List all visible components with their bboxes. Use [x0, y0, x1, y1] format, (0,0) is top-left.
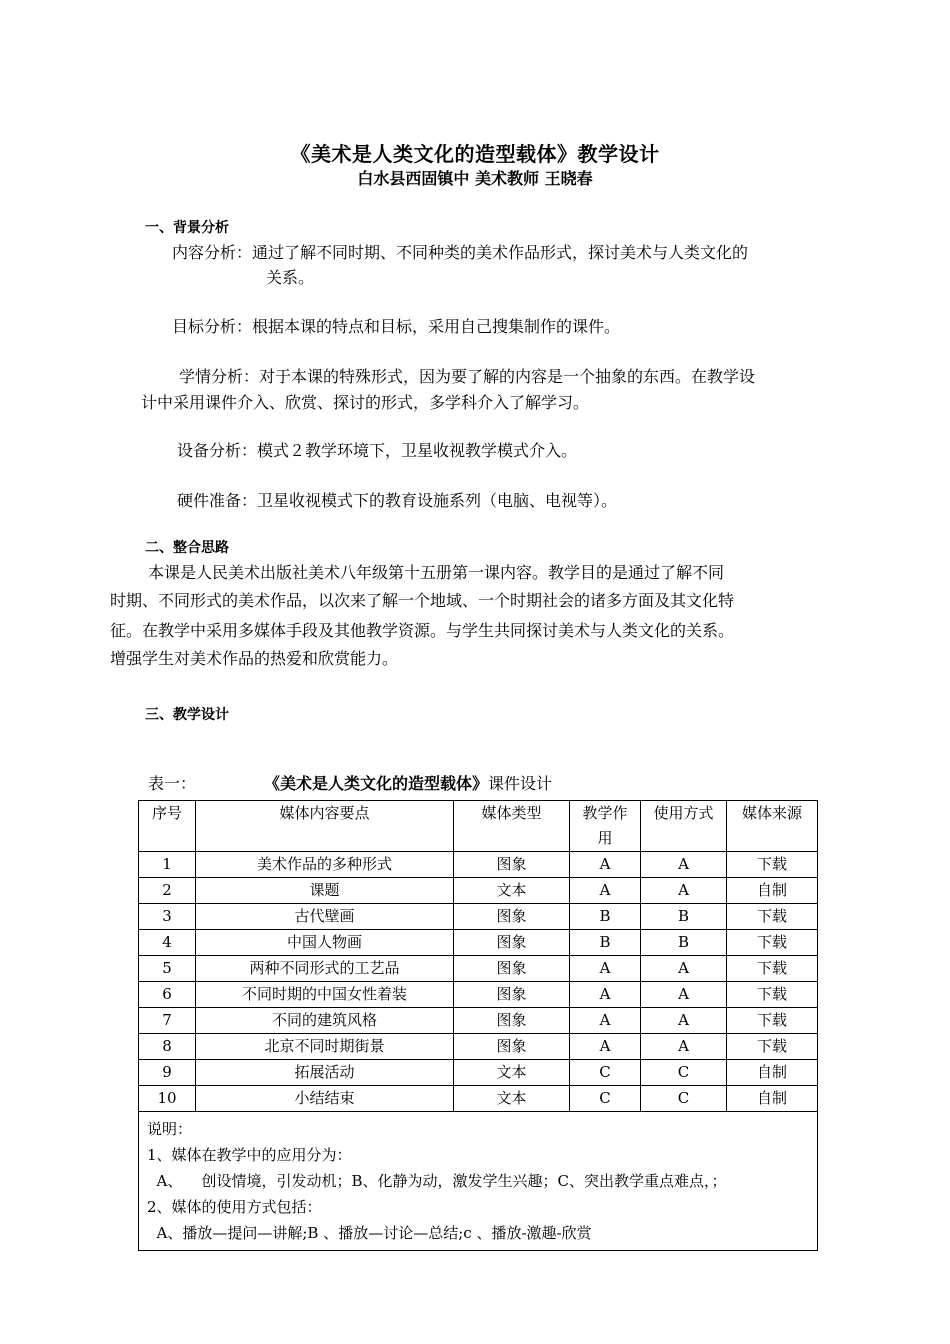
section3-heading: 三、教学设计 [145, 707, 229, 723]
cell-usage: C [641, 1086, 727, 1112]
cell-media-type: 文本 [454, 878, 570, 904]
cell-teaching-role: A [570, 956, 641, 982]
document-author-line: 白水县西固镇中 美术教师 王晓春 [357, 169, 593, 188]
cell-index: 4 [139, 930, 196, 956]
cell-source: 下载 [727, 1034, 818, 1060]
cell-index: 1 [139, 852, 196, 878]
cell-media-type: 图象 [454, 852, 570, 878]
table-row [139, 1034, 818, 1060]
notes-line: 说明： [147, 1120, 193, 1138]
cell-teaching-role: A [570, 852, 641, 878]
cell-teaching-role: A [570, 982, 641, 1008]
table-body [139, 852, 818, 1251]
cell-index: 6 [139, 982, 196, 1008]
cell-usage: A [641, 1034, 727, 1060]
table-row [139, 878, 818, 904]
table-notes-row [139, 1112, 818, 1251]
integration-line-2: 时期、不同形式的美术作品，以次来了解一个地域、一个时期社会的诸多方面及其文化特 [110, 591, 735, 610]
table-caption-suffix: 课件设计 [488, 774, 553, 793]
hardware-preparation: 硬件准备：卫星收视模式下的教育设施系列（电脑、电视等）。 [177, 491, 618, 510]
content-analysis-cont: 关系。 [266, 268, 315, 287]
cell-index: 8 [139, 1034, 196, 1060]
cell-content: 不同的建筑风格 [196, 1008, 454, 1034]
cell-media-type: 图象 [454, 956, 570, 982]
cell-usage: B [641, 904, 727, 930]
table-row [139, 852, 818, 878]
notes-line: A、播放—提问—讲解;B 、播放—讨论—总结;c 、播放-激趣-欣赏 [147, 1224, 592, 1242]
table-row [139, 956, 818, 982]
cell-source: 下载 [727, 982, 818, 1008]
table-header-row [139, 801, 818, 852]
notes-line: 1、媒体在教学中的应用分为： [147, 1146, 352, 1164]
cell-teaching-role: A [570, 878, 641, 904]
cell-source: 下载 [727, 956, 818, 982]
cell-media-type: 文本 [454, 1060, 570, 1086]
cell-media-type: 文本 [454, 1086, 570, 1112]
cell-usage: A [641, 982, 727, 1008]
cell-content: 课题 [196, 878, 454, 904]
cell-source: 下载 [727, 904, 818, 930]
section2-heading: 二、整合思路 [145, 540, 229, 556]
header-teaching-role: 教学作用 [570, 801, 641, 852]
cell-teaching-role: B [570, 904, 641, 930]
cell-teaching-role: A [570, 1034, 641, 1060]
cell-index: 9 [139, 1060, 196, 1086]
cell-teaching-role: C [570, 1086, 641, 1112]
document-title: 《美术是人类文化的造型载体》教学设计 [290, 142, 660, 166]
cell-media-type: 图象 [454, 930, 570, 956]
cell-media-type: 图象 [454, 1008, 570, 1034]
table-notes [139, 1112, 818, 1251]
cell-index: 5 [139, 956, 196, 982]
cell-content: 美术作品的多种形式 [196, 852, 454, 878]
cell-teaching-role: C [570, 1060, 641, 1086]
integration-line-1: 本课是人民美术出版社美术八年级第十五册第一课内容。教学目的是通过了解不同 [148, 563, 725, 582]
cell-teaching-role: A [570, 1008, 641, 1034]
integration-line-4: 增强学生对美术作品的热爱和欣赏能力。 [110, 649, 399, 668]
header-index: 序号 [139, 801, 196, 852]
content-analysis: 内容分析：通过了解不同时期、不同种类的美术作品形式，探讨美术与人类文化的 [172, 243, 749, 262]
student-analysis-cont: 计中采用课件介入、欣赏、探讨的形式，多学科介入了解学习。 [141, 393, 590, 412]
table-row [139, 1086, 818, 1112]
cell-source: 下载 [727, 930, 818, 956]
table-row [139, 1008, 818, 1034]
courseware-table [138, 800, 818, 1251]
notes-line: A、 创设情境，引发动机；B、化静为动，激发学生兴趣；C、突出教学重点难点，； [147, 1172, 727, 1190]
notes-line: 2、媒体的使用方式包括： [147, 1198, 322, 1216]
cell-content: 古代壁画 [196, 904, 454, 930]
cell-usage: C [641, 1060, 727, 1086]
student-analysis: 学情分析：对于本课的特殊形式，因为要了解的内容是一个抽象的东西。在教学设 [179, 367, 756, 386]
cell-teaching-role: B [570, 930, 641, 956]
cell-usage: A [641, 878, 727, 904]
header-source: 媒体来源 [727, 801, 818, 852]
table-caption-title: 《美术是人类文化的造型载体》 [264, 774, 489, 793]
header-content: 媒体内容要点 [196, 801, 454, 852]
cell-index: 10 [139, 1086, 196, 1112]
cell-source: 下载 [727, 1008, 818, 1034]
table-row [139, 982, 818, 1008]
cell-source: 下载 [727, 852, 818, 878]
header-media-type: 媒体类型 [454, 801, 570, 852]
cell-source: 自制 [727, 878, 818, 904]
cell-usage: B [641, 930, 727, 956]
cell-source: 自制 [727, 1060, 818, 1086]
header-usage: 使用方式 [641, 801, 727, 852]
cell-content: 两种不同形式的工艺品 [196, 956, 454, 982]
integration-line-3: 征。在教学中采用多媒体手段及其他教学资源。与学生共同探讨美术与人类文化的关系。 [110, 621, 735, 640]
table-row [139, 1060, 818, 1086]
cell-media-type: 图象 [454, 904, 570, 930]
cell-index: 3 [139, 904, 196, 930]
cell-media-type: 图象 [454, 982, 570, 1008]
cell-index: 7 [139, 1008, 196, 1034]
table-caption-prefix: 表一： [148, 774, 197, 793]
cell-usage: A [641, 956, 727, 982]
cell-index: 2 [139, 878, 196, 904]
table-caption [148, 771, 552, 794]
cell-content: 拓展活动 [196, 1060, 454, 1086]
cell-media-type: 图象 [454, 1034, 570, 1060]
equipment-analysis: 设备分析：模式２教学环境下，卫星收视教学模式介入。 [177, 441, 578, 460]
cell-content: 小结结束 [196, 1086, 454, 1112]
cell-content: 中国人物画 [196, 930, 454, 956]
table-row [139, 904, 818, 930]
cell-content: 北京不同时期街景 [196, 1034, 454, 1060]
cell-source: 自制 [727, 1086, 818, 1112]
cell-usage: A [641, 852, 727, 878]
cell-usage: A [641, 1008, 727, 1034]
table-row [139, 930, 818, 956]
section1-heading: 一、背景分析 [145, 220, 229, 236]
goal-analysis: 目标分析：根据本课的特点和目标，采用自己搜集制作的课件。 [172, 317, 621, 336]
cell-content: 不同时期的中国女性着装 [196, 982, 454, 1008]
